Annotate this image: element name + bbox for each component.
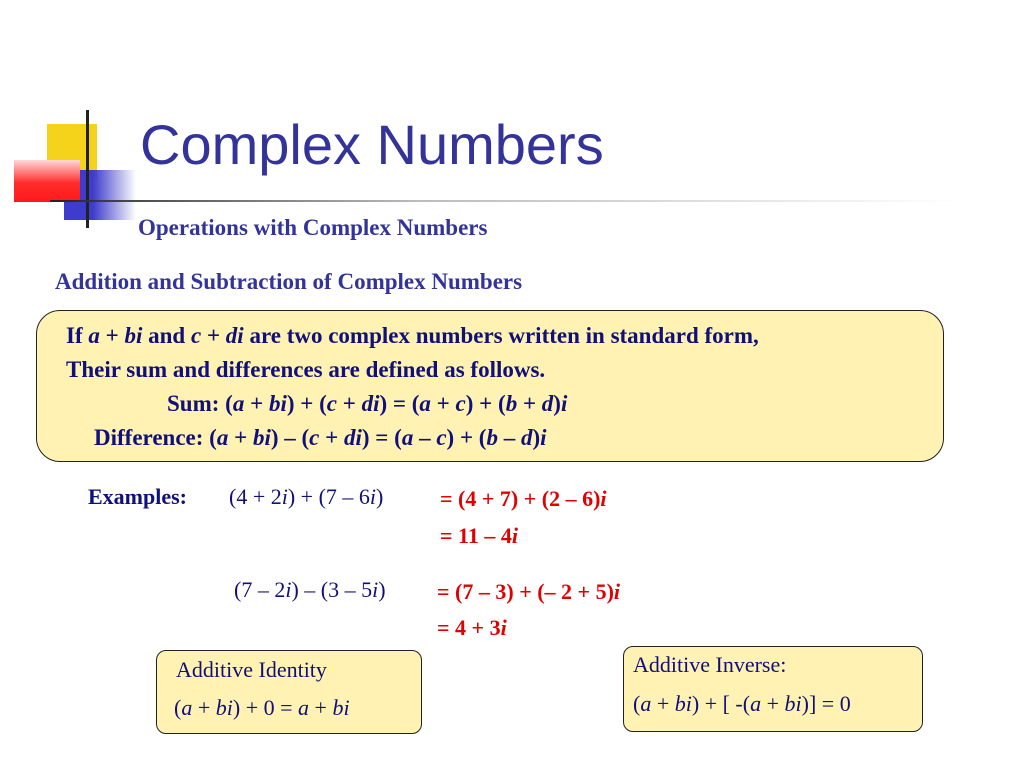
example-1-step-2: = 11 – 4i [440, 523, 518, 548]
decorative-red-square [14, 160, 80, 202]
example-2-expression: (7 – 2i) – (3 – 5i) [234, 577, 386, 602]
slide-title: Complex Numbers [140, 113, 604, 176]
sum-formula: Sum: (a + bi) + (c + di) = (a + c) + (b + d)i [167, 391, 568, 416]
additive-identity-formula: (a + bi) + 0 = a + bi [174, 695, 350, 720]
example-2-step-1: = (7 – 3) + (– 2 + 5)i [437, 579, 621, 604]
definition-line-1: If a + bi and c + di are two complex numbers written in standard form, [66, 323, 759, 348]
difference-formula: Difference: (a + bi) – (c + di) = (a – c) + (b – d)i [94, 425, 547, 450]
additive-identity-title: Additive Identity [176, 657, 327, 682]
decorative-vertical-line [86, 110, 89, 228]
example-1-step-1: = (4 + 7) + (2 – 6)i [440, 486, 607, 511]
additive-inverse-title: Additive Inverse: [633, 652, 787, 677]
example-2-step-2: = 4 + 3i [437, 615, 507, 640]
slide-subtitle: Operations with Complex Numbers [138, 215, 488, 240]
additive-inverse-formula: (a + bi) + [ -(a + bi)] = 0 [633, 691, 851, 716]
section-heading: Addition and Subtraction of Complex Numbers [55, 269, 523, 294]
examples-label: Examples: [88, 484, 187, 509]
example-1-expression: (4 + 2i) + (7 – 6i) [229, 484, 384, 509]
title-underline [50, 200, 960, 202]
definition-line-2: Their sum and differences are defined as follows. [66, 357, 546, 382]
